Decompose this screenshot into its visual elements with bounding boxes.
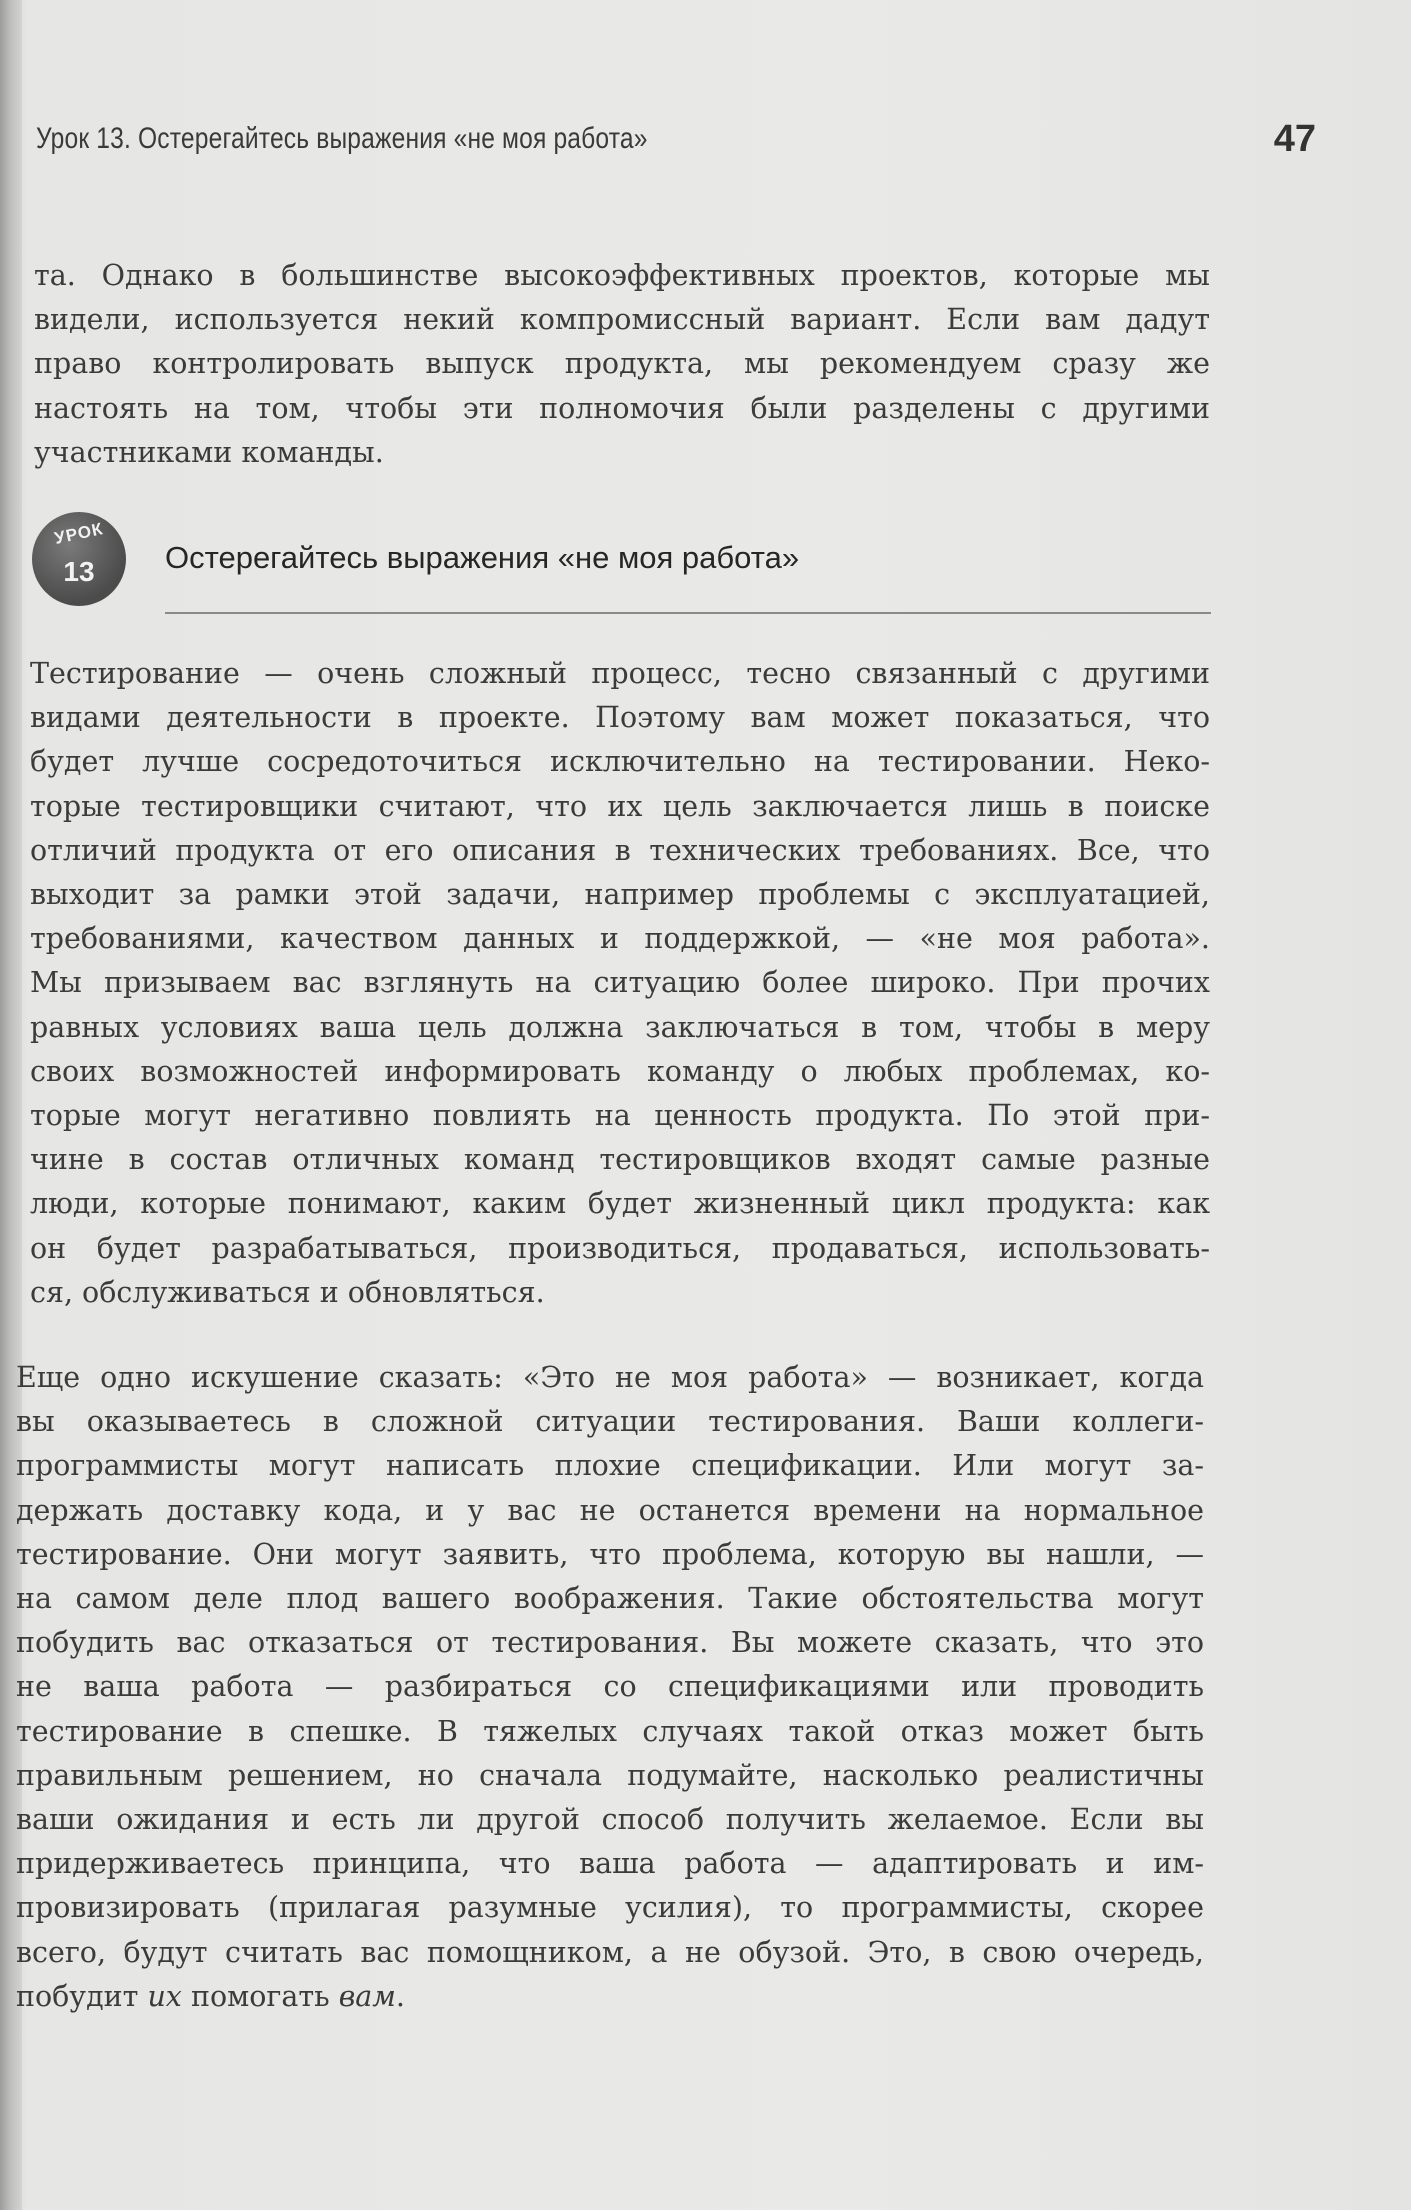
text-line: выходит за рамки этой задачи, например проблемы с эксплуатацией, [30,878,1210,912]
text-line: на самом деле плод вашего воображения. Такие обстоятельства могут [16,1582,1204,1616]
text-line: своих возможностей информировать команду о любых проблемах, ко- [30,1054,1210,1088]
text-line: программисты могут написать плохие спецификации. Или могут за- [16,1449,1204,1483]
section-heading: Остерегайтесь выражения «не моя работа» [165,540,800,575]
text-line: право контролировать выпуск продукта, мы рекомендуем сразу же [34,347,1210,381]
body-paragraph-1 [30,652,1210,1315]
text-line: будет лучше сосредоточиться исключительно на тестировании. Неко- [30,745,1210,779]
text-line: тестирование в спешке. В тяжелых случаях такой отказ может быть [16,1714,1204,1748]
text-line: участниками команды. [34,435,384,469]
page-number: 47 [1273,118,1316,160]
text-line: ваши ожидания и есть ли другой способ получить желаемое. Если вы [16,1803,1204,1837]
text-line: Мы призываем вас взглянуть на ситуацию более широко. При прочих [30,966,1210,1000]
text-line: держать доставку кода, и у вас не останется времени на нормальное [16,1493,1204,1527]
text-line: ся, обслуживаться и обновляться. [30,1275,545,1309]
emphasis-text: их [147,1979,182,2013]
text-run: . [395,1979,405,2013]
intro-paragraph [34,254,1210,475]
text-line: та. Однако в большинстве высокоэффективных проектов, которые мы [34,259,1210,292]
text-line: равных условиях ваша цель должна заключаться в том, чтобы в меру [30,1010,1210,1044]
text-line: торые тестировщики считают, что их цель заключается лишь в поиске [30,789,1210,823]
lesson-badge-label: УРОК [52,519,105,548]
text-line: чине в состав отличных команд тестировщиков входят самые разные [30,1143,1210,1177]
text-line: люди, которые понимают, каким будет жизненный цикл продукта: как [30,1187,1210,1221]
text-line: он будет разрабатываться, производиться, продаваться, использовать- [30,1231,1210,1265]
lesson-badge-number: 13 [63,556,95,587]
text-line: отличий продукта от его описания в технических требованиях. Все, что [30,833,1210,867]
text-line: побудить вас отказаться от тестирования. Вы можете сказать, что это [16,1626,1204,1660]
body-paragraph-2 [16,1356,1204,2019]
text-line: требованиями, качеством данных и поддержкой, — «не моя работа». [30,922,1210,956]
text-line: правильным решением, но сначала подумайте, насколько реалистичны [16,1758,1204,1792]
text-line: видами деятельности в проекте. Поэтому вам может показаться, что [30,701,1210,735]
text-line: настоять на том, чтобы эти полномочия были разделены с другими [34,391,1210,425]
lesson-badge [32,512,126,606]
text-line: Тестирование — очень сложный процесс, тесно связанный с другими [30,657,1210,690]
text-run: побудит [16,1979,148,2013]
text-line: вы оказываетесь в сложной ситуации тестирования. Ваши коллеги- [16,1405,1204,1439]
text-run: помогать [181,1979,339,2013]
text-line: придерживаетесь принципа, что ваша работа — адаптировать и им- [16,1847,1204,1881]
emphasis-text: вам [338,1979,396,2013]
text-line: не ваша работа — разбираться со спецификациями или проводить [16,1670,1204,1704]
heading-divider [165,612,1211,614]
text-line: провизировать (прилагая разумные усилия), то программисты, скорее [16,1891,1204,1925]
text-line: торые могут негативно повлиять на ценность продукта. По этой при- [30,1099,1210,1133]
text-line: тестирование. Они могут заявить, что проблема, которую вы нашли, — [16,1537,1204,1571]
running-header [36,118,1316,178]
text-line: всего, будут считать вас помощником, а не обузой. Это, в свою очередь, [16,1935,1204,1969]
text-line: видели, используется некий компромиссный вариант. Если вам дадут [34,303,1210,337]
text-line: Еще одно искушение сказать: «Это не моя работа» — возникает, когда [16,1361,1204,1394]
running-title: Урок 13. Остерегайтесь выражения «не моя работа» [36,122,648,155]
text-line-final [16,1975,1204,2019]
